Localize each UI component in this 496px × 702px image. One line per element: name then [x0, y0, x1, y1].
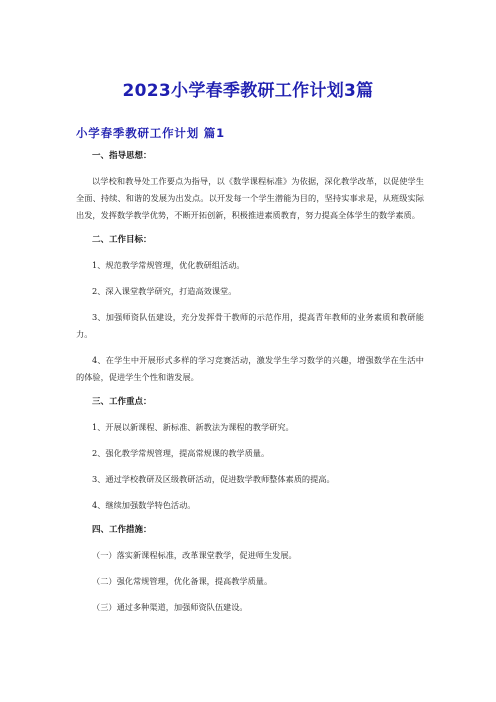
section-title: 小学春季教研工作计划 篇1: [76, 126, 225, 140]
section-heading: 三、工作重点：: [92, 397, 152, 407]
list-item: 4、继续加强数学特色活动。: [92, 500, 196, 510]
list-item: 1、规范教学常规管理，优化教研组活动。: [92, 260, 245, 270]
list-item: 4、在学生中开展形式多样的学习竞赛活动，激发学生学习数学的兴趣，增强数学在生活中的体验，促进学生个性和谐发展。: [76, 355, 424, 382]
section-heading: 一、指导思想：: [92, 151, 152, 161]
section-work-goals: [76, 234, 424, 386]
list-item: （一）落实新课程标准，改革课堂教学，促进师生发展。: [92, 550, 297, 560]
list-item: （三）通过多种渠道，加强师资队伍建设。: [92, 602, 248, 612]
list-item: 1、开展以新课程、新标准、新教法为课程的教学研究。: [92, 422, 294, 432]
document-title: 2023小学春季教研工作计划3篇: [122, 81, 374, 101]
list-item: 3、通过学校教研及区级教研活动，促进数学教师整体素质的提高。: [92, 474, 335, 484]
list-item: 2、深入课堂教学研究，打造高效课堂。: [92, 286, 237, 296]
section-heading: 四、工作措施：: [92, 525, 152, 535]
list-item: （二）强化常规管理，优化备课，提高教学质量。: [92, 576, 273, 586]
section-heading: 二、工作目标：: [92, 235, 152, 245]
document-body: [76, 150, 424, 625]
list-item: 3、加强师资队伍建设，充分发挥骨干教师的示范作用，提高青年教师的业务素质和教研能力。: [76, 312, 424, 339]
section-work-focus: [76, 396, 424, 514]
section-work-measures: [76, 524, 424, 616]
paragraph: 以学校和教导处工作要点为指导，以《数学课程标准》为依据，深化教学改革，以促使学生全面、持续、和谐的发展为出发点。以开发每一个学生潜能为目的，坚持实事求是，从班级实际出发，发挥数学教学优势，不断开拓创新，积极推进素质教育，努力提高全体学生的数学素质。: [76, 176, 424, 220]
list-item: 2、强化教学常规管理，提高常规课的教学质量。: [92, 448, 270, 458]
section-guiding-thought: [76, 150, 424, 224]
